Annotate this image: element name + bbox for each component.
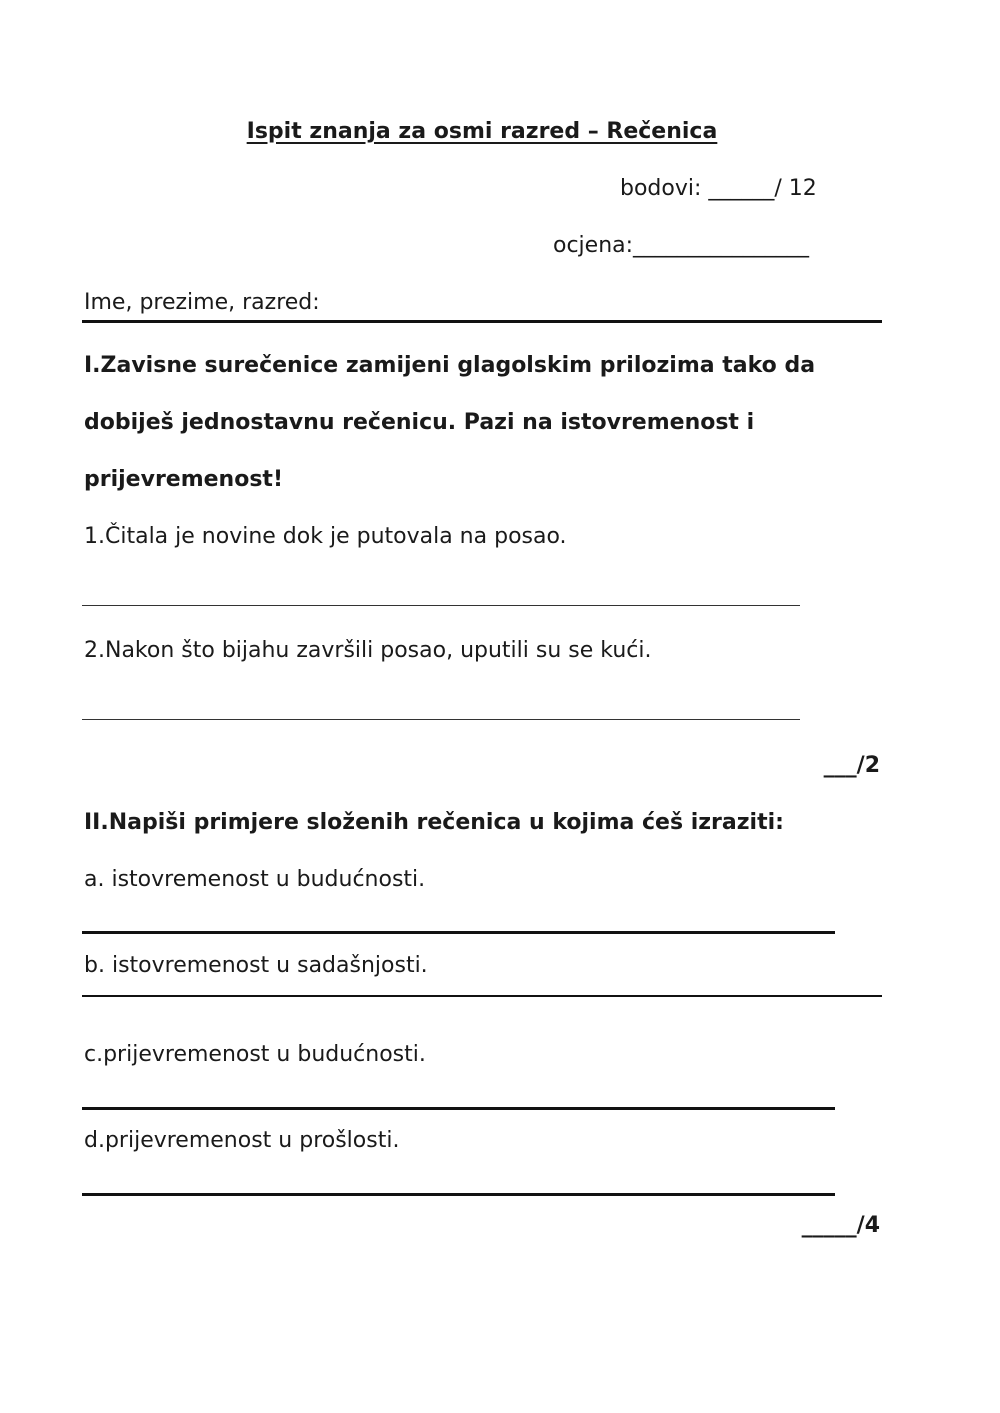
name-label: Ime, prezime, razred: bbox=[84, 290, 320, 315]
section1-instruction-line1: I.Zavisne surečenice zamijeni glagolskim prilozima tako da bbox=[84, 353, 816, 378]
grade-field: ocjena:________________ bbox=[553, 233, 810, 258]
section2-item-d: d.prijevremenost u prošlosti. bbox=[84, 1128, 400, 1153]
section1-instruction-line2: dobiješ jednostavnu rečenicu. Pazi na istovremenost i bbox=[84, 410, 755, 435]
section1-score: ___/2 bbox=[823, 753, 880, 778]
section2-item-c: c.prijevremenost u budućnosti. bbox=[84, 1042, 426, 1067]
section2-score: _____/4 bbox=[801, 1213, 880, 1238]
answer-line-a bbox=[82, 931, 835, 934]
answer-line-c bbox=[82, 1107, 835, 1110]
section1-item-1: 1.Čitala je novine dok je putovala na posao. bbox=[84, 524, 567, 549]
name-underline bbox=[82, 320, 882, 323]
answer-line-2 bbox=[82, 719, 800, 720]
points-field: bodovi: ______/ 12 bbox=[620, 176, 817, 201]
answer-line-d bbox=[82, 1193, 835, 1196]
answer-line-1 bbox=[82, 605, 800, 606]
section2-item-b: b. istovremenost u sadašnjosti. bbox=[84, 953, 428, 978]
section1-item-2: 2.Nakon što bijahu završili posao, uputili su se kući. bbox=[84, 638, 652, 663]
section2-item-a: a. istovremenost u budućnosti. bbox=[84, 867, 426, 892]
page-title: Ispit znanja za osmi razred – Rečenica bbox=[246, 119, 718, 144]
answer-line-b bbox=[82, 995, 882, 997]
section1-instruction-line3: prijevremenost! bbox=[84, 467, 283, 492]
section2-instruction: II.Napiši primjere složenih rečenica u kojima ćeš izraziti: bbox=[84, 810, 784, 835]
